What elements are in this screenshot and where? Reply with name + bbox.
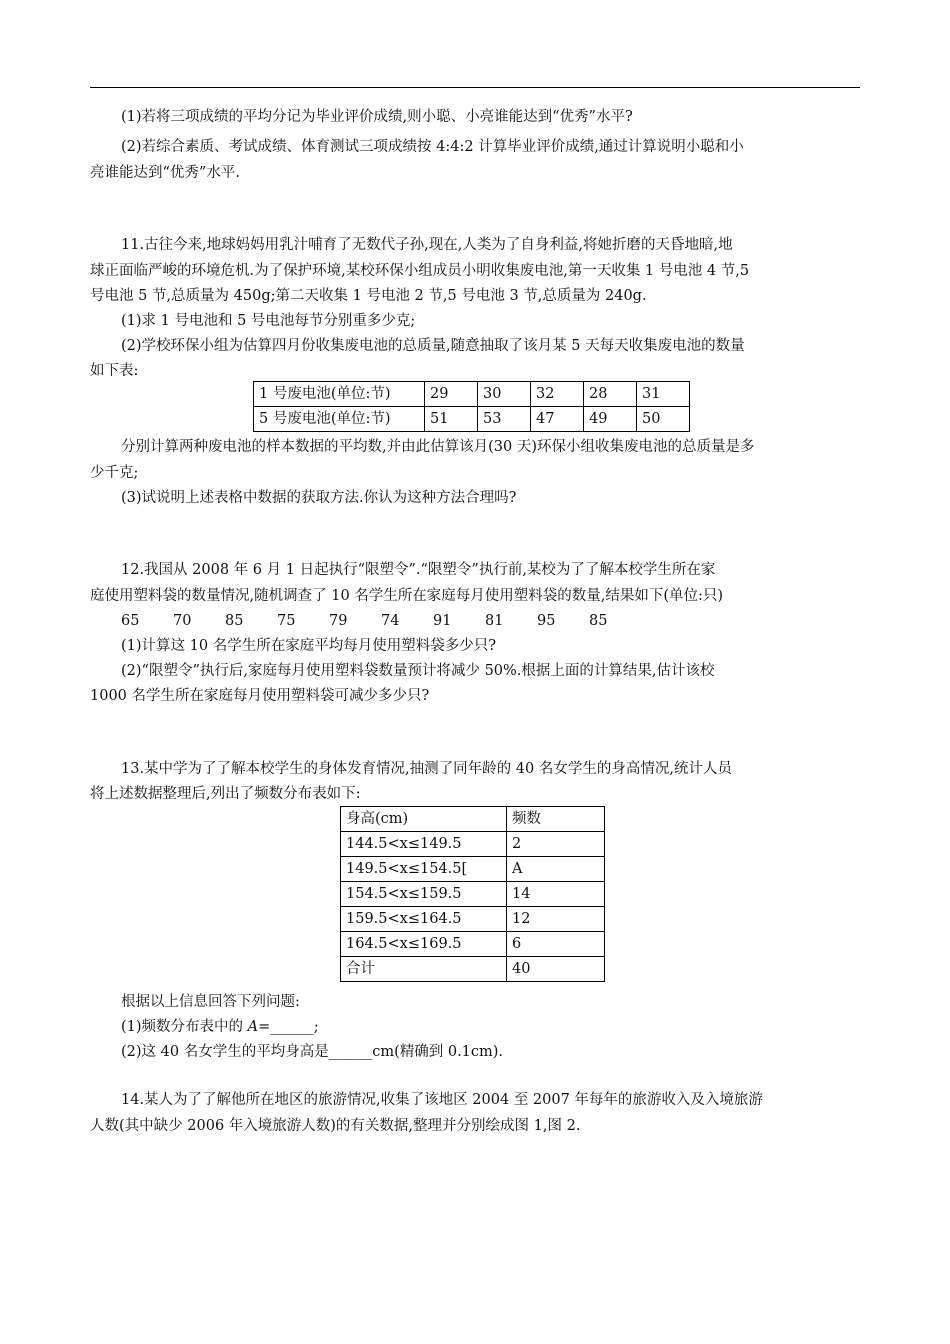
number-item: 81 xyxy=(485,613,504,629)
number-item: 95 xyxy=(537,613,556,629)
table-cell: 28 xyxy=(584,382,637,407)
table-cell: 164.5<x≤169.5 xyxy=(341,932,507,957)
q11-after-table-cont: 少千克; xyxy=(90,465,139,481)
table-cell: 49 xyxy=(584,407,637,432)
table-row xyxy=(341,857,605,882)
q10-sub2-cont: 亮谁能达到“优秀”水平. xyxy=(90,165,240,181)
table-cell: 32 xyxy=(531,382,584,407)
table-cell: 合计 xyxy=(341,957,507,982)
q13-after-table: 根据以上信息回答下列问题: xyxy=(121,994,300,1010)
number-item: 75 xyxy=(277,613,296,629)
q12-sub2: (2)“限塑令”执行后,家庭每月使用塑料袋数量预计将减少 50%.根据上面的计算结果,估计该校 xyxy=(121,663,715,679)
q12-sub1: (1)计算这 10 名学生所在家庭平均每月使用塑料袋多少只? xyxy=(121,638,496,654)
number-item: 91 xyxy=(433,613,452,629)
q11-sub2-cont: 如下表: xyxy=(90,363,139,379)
q13-sub2: (2)这 40 名女学生的平均身高是______cm(精确到 0.1cm). xyxy=(121,1044,504,1060)
table-row xyxy=(254,407,690,432)
table-cell: 12 xyxy=(507,907,605,932)
q12-line1: 12.我国从 2008 年 6 月 1 日起执行“限塑令”.“限塑令”执行前,某校为了了解本校学生所在家 xyxy=(121,562,716,578)
q13-sub1-var: A xyxy=(247,1019,259,1035)
table-cell: 40 xyxy=(507,957,605,982)
number-item: 65 xyxy=(121,613,140,629)
table-cell: 30 xyxy=(478,382,531,407)
q10-sub2: (2)若综合素质、考试成绩、体育测试三项成绩按 4:4:2 计算毕业评价成绩,通过计算说明小聪和小 xyxy=(121,139,744,155)
q11-line1: 11.古往今来,地球妈妈用乳汁哺育了无数代子孙,现在,人类为了自身利益,将她折磨的天昏地暗,地 xyxy=(121,237,733,253)
table-cell: 47 xyxy=(531,407,584,432)
table-header-cell: 频数 xyxy=(507,807,605,832)
q11-line3: 号电池 5 节,总质量为 450g;第二天收集 1 号电池 2 节,5 号电池 3 节,总质量为 240g. xyxy=(90,288,647,304)
q13-sub1-post: =______; xyxy=(258,1019,319,1035)
table-cell: 6 xyxy=(507,932,605,957)
q10-sub1: (1)若将三项成绩的平均分记为毕业评价成绩,则小聪、小亮谁能达到“优秀”水平? xyxy=(121,109,633,125)
q11-sub1: (1)求 1 号电池和 5 号电池每节分别重多少克; xyxy=(121,313,416,329)
q12-numbers xyxy=(90,608,891,634)
battery-table xyxy=(253,381,690,432)
q13-line1: 13.某中学为了了解本校学生的身体发育情况,抽测了同年龄的 40 名女学生的身高情况,统计人员 xyxy=(121,761,732,777)
table-cell: A xyxy=(507,857,605,882)
table-cell: 31 xyxy=(637,382,690,407)
table-row xyxy=(341,832,605,857)
table-cell: 53 xyxy=(478,407,531,432)
q13-line2: 将上述数据整理后,列出了频数分布表如下: xyxy=(90,786,361,802)
table-row xyxy=(341,907,605,932)
number-item: 79 xyxy=(329,613,348,629)
table-cell: 14 xyxy=(507,882,605,907)
table-cell: 5 号废电池(单位:节) xyxy=(254,407,425,432)
table-cell: 1 号废电池(单位:节) xyxy=(254,382,425,407)
q13-sub1-pre: (1)频数分布表中的 xyxy=(121,1019,248,1035)
table-row xyxy=(341,882,605,907)
q13-sub1 xyxy=(90,1014,891,1040)
table-cell: 50 xyxy=(637,407,690,432)
number-item: 85 xyxy=(589,613,608,629)
table-cell: 159.5<x≤164.5 xyxy=(341,907,507,932)
q11-after-table: 分别计算两种废电池的样本数据的平均数,并由此估算该月(30 天)环保小组收集废电池的总质量是多 xyxy=(121,439,755,455)
table-row xyxy=(341,932,605,957)
q11-sub3: (3)试说明上述表格中数据的获取方法.你认为这种方法合理吗? xyxy=(121,490,517,506)
height-frequency-table xyxy=(340,806,605,982)
number-item: 70 xyxy=(173,613,192,629)
header-rule xyxy=(90,87,860,88)
table-cell: 29 xyxy=(425,382,478,407)
q11-sub2: (2)学校环保小组为估算四月份收集废电池的总质量,随意抽取了该月某 5 天每天收集废电池的数量 xyxy=(121,338,745,354)
table-row xyxy=(341,957,605,982)
table-cell: 2 xyxy=(507,832,605,857)
q14-line1: 14.某人为了了解他所在地区的旅游情况,收集了该地区 2004 至 2007 年每年的旅游收入及入境旅游 xyxy=(121,1092,763,1108)
table-cell: 149.5<x≤154.5[ xyxy=(341,857,507,882)
table-row xyxy=(254,382,690,407)
number-item: 85 xyxy=(225,613,244,629)
q12-sub2-cont: 1000 名学生所在家庭每月使用塑料袋可减少多少只? xyxy=(90,688,430,704)
q14-line2: 人数(其中缺少 2006 年入境旅游人数)的有关数据,整理并分别绘成图 1,图 2. xyxy=(90,1118,581,1134)
q11-line2: 球正面临严峻的环境危机.为了保护环境,某校环保小组成员小明收集废电池,第一天收集 1 号电池 4 节,5 xyxy=(90,263,750,279)
table-cell: 144.5<x≤149.5 xyxy=(341,832,507,857)
table-cell: 154.5<x≤159.5 xyxy=(341,882,507,907)
table-header-row xyxy=(341,807,605,832)
number-item: 74 xyxy=(381,613,400,629)
q12-line2: 庭使用塑料袋的数量情况,随机调查了 10 名学生所在家庭每月使用塑料袋的数量,结果如下(单位:只) xyxy=(90,588,724,604)
table-cell: 51 xyxy=(425,407,478,432)
table-header-cell: 身高(cm) xyxy=(341,807,507,832)
